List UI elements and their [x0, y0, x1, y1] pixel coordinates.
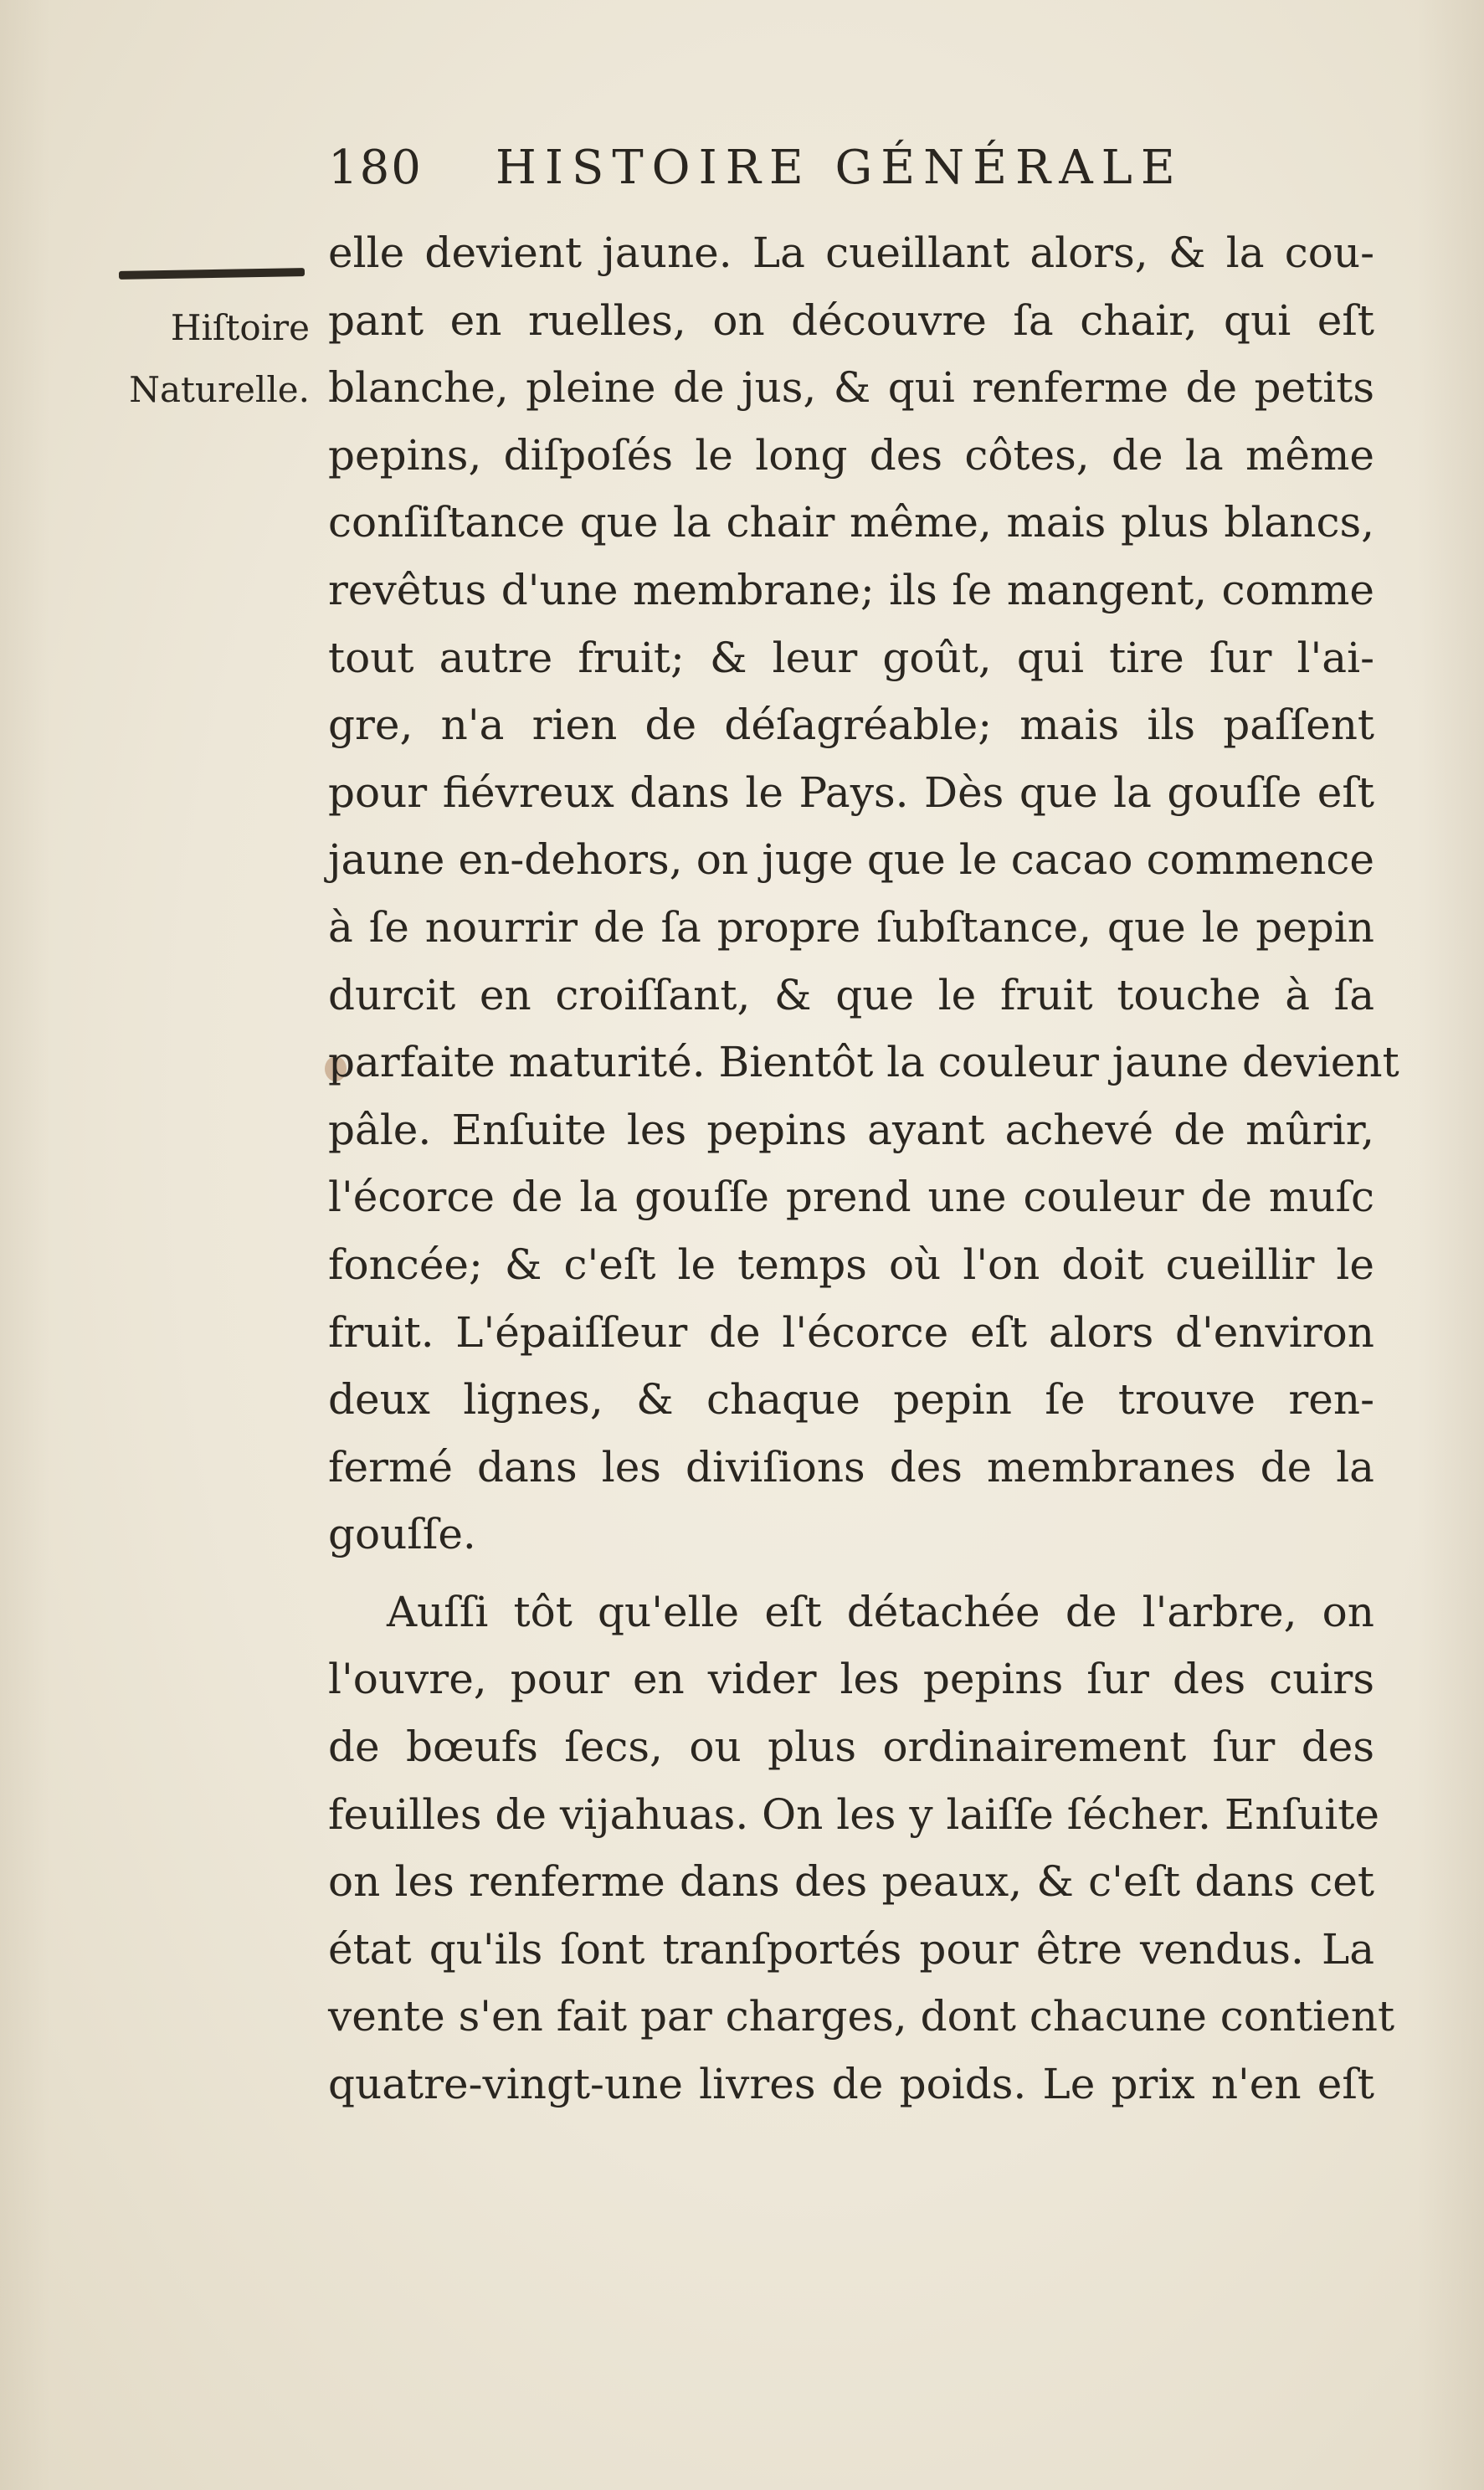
text-line: jaune en-dehors, on juge que le cacao commence — [328, 835, 1374, 885]
text-line: à ſe nourrir de ſa propre ſubſtance, que le pepin — [328, 902, 1374, 952]
text-line: durcit en croiſſant, & que le fruit touche à ſa — [328, 970, 1374, 1019]
text-line: revêtus d'une membrane; ils ſe mangent, comme — [328, 565, 1374, 614]
text-line: vente s'en fait par charges, dont chacune contient — [328, 1992, 1395, 2041]
text-line: pour fiévreux dans le Pays. Dès que la gouſſe eſt — [328, 768, 1374, 817]
text-line: gre, n'a rien de déſagréable; mais ils paſſent — [328, 701, 1374, 750]
text-line: tout autre fruit; & leur goût, qui tire ſur l'ai- — [328, 633, 1374, 682]
text-line: deux lignes, & chaque pepin ſe trouve ren- — [328, 1375, 1374, 1425]
text-line: fermé dans les diviſions des membranes de la — [328, 1442, 1374, 1491]
text-line: on les renferme dans des peaux, & c'eſt dans cet — [328, 1857, 1374, 1907]
text-line: parfaite maturité. Bientôt la couleur jaune devient — [328, 1038, 1399, 1087]
text-line: pâle. Enſuite les pepins ayant achevé de mûrir, — [328, 1105, 1374, 1154]
margin-rule — [119, 268, 305, 280]
text-line: de bœufs ſecs, ou plus ordinairement ſur des — [328, 1722, 1374, 1772]
page-left-shadow — [0, 0, 50, 2490]
margin-note — [100, 297, 310, 421]
page-number: 180 — [328, 141, 423, 195]
text-line: l'écorce de la gouſſe prend une couleur de muſc — [328, 1173, 1374, 1222]
text-line: Auſſi tôt qu'elle eſt détachée de l'arbre, on — [387, 1587, 1374, 1636]
paragraph-2 — [328, 1579, 1395, 2118]
margin-note-line: Hiſtoire — [170, 307, 310, 348]
text-line: conſiſtance que la chair même, mais plus blancs, — [328, 498, 1374, 547]
text-line: pant en ruelles, on découvre ſa chair, qui eſt — [328, 295, 1374, 345]
text-line: blanche, pleine de jus, & qui renferme de petits — [328, 363, 1374, 413]
text-line: quatre-vingt-une livres de poids. Le prix n'en eſt — [328, 2060, 1374, 2109]
text-line: état qu'ils ſont tranſportés pour être vendus. La — [328, 1924, 1374, 1974]
text-line: feuilles de vijahuas. On les y laiſſe ſécher. Enſuite — [328, 1789, 1379, 1839]
text-line: foncée; & c'eſt le temps où l'on doit cueillir le — [328, 1240, 1374, 1289]
text-line: pepins, diſpoſés le long des côtes, de la même — [328, 430, 1374, 480]
page-right-shadow — [1417, 0, 1484, 2490]
running-title: HISTOIRE GÉNÉRALE — [496, 141, 1184, 195]
text-line: elle devient jaune. La cueillant alors, & la cou- — [328, 228, 1374, 277]
margin-note-line: Naturelle. — [129, 369, 310, 410]
text-line: gouſſe. — [328, 1510, 476, 1559]
page-header — [328, 141, 1374, 208]
paragraph-1 — [328, 219, 1399, 1568]
body-text — [328, 219, 1399, 2118]
text-line: l'ouvre, pour en vider les pepins ſur des cuirs — [328, 1655, 1374, 1704]
text-line: fruit. L'épaiſſeur de l'écorce eſt alors d'environ — [328, 1307, 1374, 1357]
